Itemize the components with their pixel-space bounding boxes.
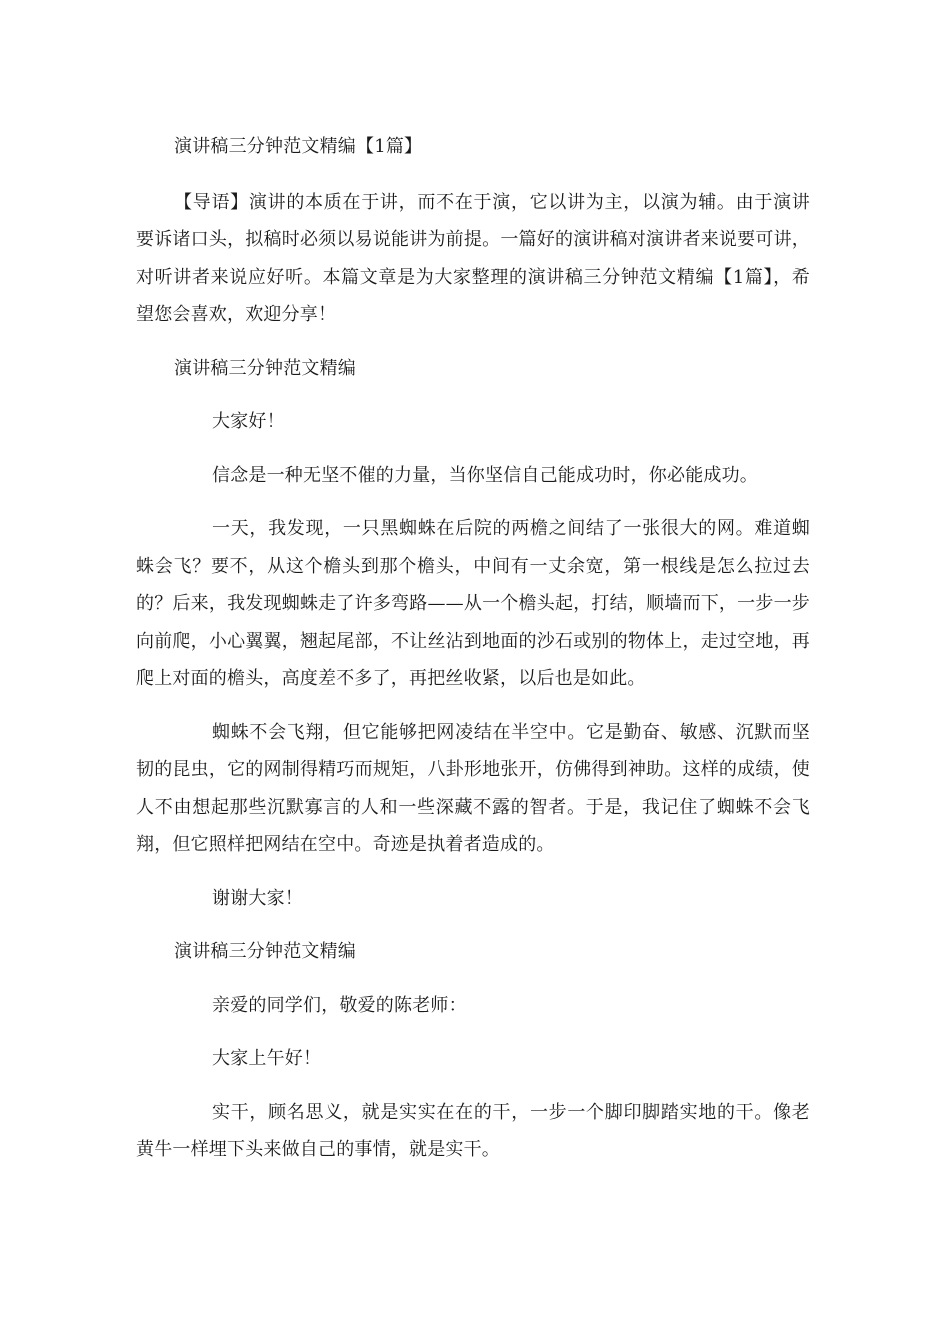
section-heading: 演讲稿三分钟范文精编	[174, 357, 356, 379]
document-title: 演讲稿三分钟范文精编【1篇】	[174, 136, 423, 157]
paragraph: 蜘蛛不会飞翔，但它能够把网凌结在半空中。它是勤奋、敏感、沉默而坚韧的昆虫，它的网制得精巧而规矩，八卦形地张开，仿佛得到神助。这样的成绩，使人不由想起那些沉默寡言的人和一些深藏不露的智者。于是，我记住了蜘蛛不会飞翔，但它照样把网结在空中。奇迹是执着者造成的。	[136, 721, 810, 855]
intro-paragraph: 【导语】演讲的本质在于讲，而不在于演，它以讲为主，以演为辅。由于演讲要诉诸口头，拟稿时必须以易说能讲为前提。一篇好的演讲稿对演讲者来说要可讲，对听讲者来说应好听。本篇文章是为大家整理的演讲稿三分钟范文精编【1篇】，希望您会喜欢，欢迎分享！	[136, 191, 810, 325]
paragraph: 信念是一种无坚不催的力量，当你坚信自己能成功时，你必能成功。	[212, 464, 758, 486]
paragraph-greeting: 大家好！	[212, 411, 285, 432]
paragraph-salutation: 亲爱的同学们，敬爱的陈老师：	[212, 994, 467, 1016]
section-heading: 演讲稿三分钟范文精编	[174, 941, 356, 962]
paragraph: 实干，顾名思义，就是实实在在的干，一步一个脚印脚踏实地的干。像老黄牛一样埋下头来做自己的事情，就是实干。	[136, 1101, 810, 1160]
paragraph: 一天，我发现，一只黑蜘蛛在后院的两檐之间结了一张很大的网。难道蜘蛛会飞？要不，从这个檐头到那个檐头，中间有一丈余宽，第一根线是怎么拉过去的？后来，我发现蜘蛛走了许多弯路——从一个檐头起，打结，顺墙而下，一步一步向前爬，小心翼翼，翘起尾部，不让丝沾到地面的沙石或别的物体上，走过空地，再爬上对面的檐头，高度差不多了，再把丝收紧，以后也是如此。	[136, 518, 810, 689]
document-page	[136, 128, 810, 1185]
paragraph-greeting: 大家上午好！	[212, 1048, 322, 1069]
paragraph-closing: 谢谢大家！	[212, 887, 303, 909]
